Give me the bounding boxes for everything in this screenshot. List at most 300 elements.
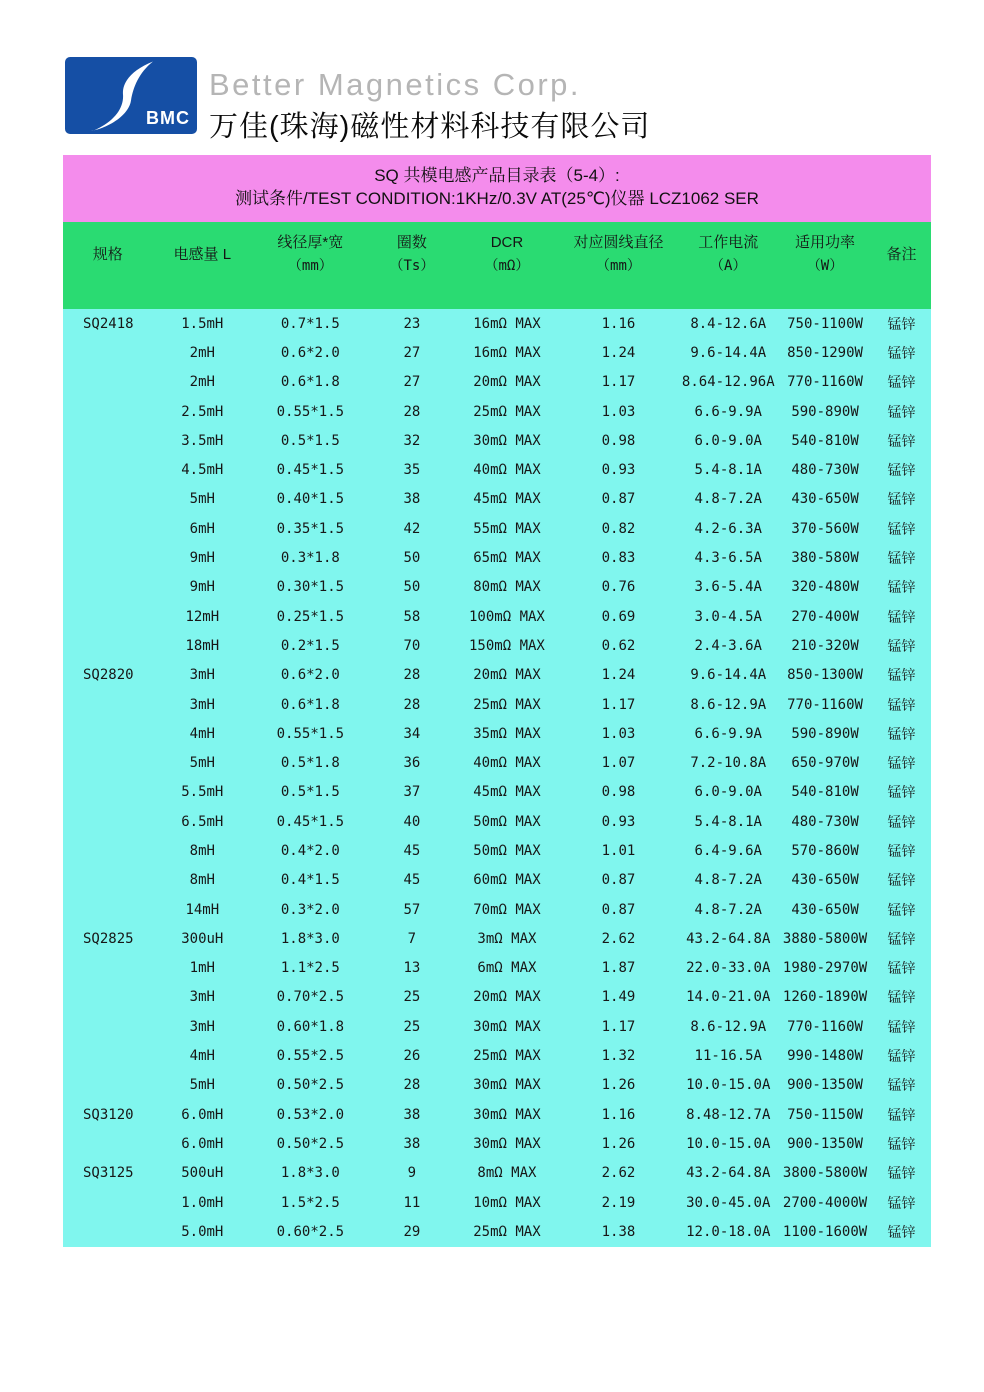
table-cell: 锰锌 [872,690,931,719]
column-label: 规格 [92,246,123,263]
table-cell: 40mΩ MAX [455,748,558,777]
table-cell: 0.93 [559,807,679,836]
table-cell: 6mH [152,514,252,543]
column-unit: （mm） [287,258,333,274]
table-cell: 12.0-18.0A [678,1217,778,1246]
table-cell: 8mΩ MAX [455,1159,558,1188]
table-cell: 0.4*2.0 [252,836,368,865]
table-cell: 锰锌 [872,836,931,865]
table-cell: 50mΩ MAX [455,836,558,865]
table-cell: 1100-1600W [778,1217,872,1246]
table-cell: 38 [369,1100,456,1129]
spec-cell [63,485,152,514]
column-label: 线径厚*宽 [277,234,344,251]
table-cell: 1.03 [559,397,679,426]
company-name-en: Better Magnetics Corp. [209,67,582,102]
table-cell: 1.5mH [152,309,252,338]
table-cell: 0.55*1.5 [252,397,368,426]
table-cell: 8.4-12.6A [678,309,778,338]
table-row [63,1041,931,1070]
table-cell: 770-1160W [778,368,872,397]
table-cell: 23 [369,309,456,338]
table-cell: 0.4*1.5 [252,866,368,895]
header-row [63,222,931,309]
table-cell: 锰锌 [872,514,931,543]
table-row [63,368,931,397]
table-cell: 4.8-7.2A [678,866,778,895]
table-cell: 45mΩ MAX [455,485,558,514]
table-cell: 锰锌 [872,954,931,983]
table-cell: 锰锌 [872,866,931,895]
table-cell: 0.3*2.0 [252,895,368,924]
table-cell: 0.93 [559,455,679,484]
table-cell: 0.83 [559,543,679,572]
table-cell: 20mΩ MAX [455,368,558,397]
table-cell: 0.55*1.5 [252,719,368,748]
table-cell: 4mH [152,1041,252,1070]
table-cell: 1.24 [559,338,679,367]
column-label: 电感量 L [173,246,232,263]
table-cell: 1.87 [559,954,679,983]
table-cell: 57 [369,895,456,924]
table-cell: 28 [369,661,456,690]
column-unit: （mΩ） [484,258,530,274]
table-cell: 1.26 [559,1129,679,1158]
table-cell: 40 [369,807,456,836]
table-row [63,924,931,953]
table-cell: 28 [369,1071,456,1100]
table-cell: 590-890W [778,397,872,426]
table-cell: 锰锌 [872,602,931,631]
spec-cell [63,748,152,777]
table-cell: 1mH [152,954,252,983]
column-label: 圈数 [396,234,427,251]
spec-cell: SQ3125 [63,1159,152,1188]
table-cell: 0.2*1.5 [252,631,368,660]
table-cell: 6.4-9.6A [678,836,778,865]
table-cell: 6.0mH [152,1129,252,1158]
table-row [63,631,931,660]
spec-cell: SQ3120 [63,1100,152,1129]
table-cell: 9.6-14.4A [678,338,778,367]
table-row [63,543,931,572]
table-cell: 9mH [152,573,252,602]
table-cell: 25mΩ MAX [455,1217,558,1246]
table-cell: 40mΩ MAX [455,455,558,484]
column-unit: （W） [806,258,844,274]
spec-cell [63,895,152,924]
table-cell: 6.0mH [152,1100,252,1129]
table-cell: 0.50*2.5 [252,1129,368,1158]
table-cell: 38 [369,485,456,514]
table-cell: 26 [369,1041,456,1070]
table-cell: 3.5mH [152,426,252,455]
table-cell: 3880-5800W [778,924,872,953]
table-cell: 25 [369,983,456,1012]
table-cell: 锰锌 [872,309,931,338]
table-row [63,1159,931,1188]
column-header [252,222,368,309]
table-cell: 29 [369,1217,456,1246]
table-cell: 锰锌 [872,807,931,836]
column-unit: （Ts） [389,258,435,274]
table-row [63,309,931,338]
table-cell: 0.3*1.8 [252,543,368,572]
table-cell: 5mH [152,1071,252,1100]
table-cell: 28 [369,397,456,426]
column-header [63,222,152,309]
table-cell: 锰锌 [872,543,931,572]
column-header [559,222,679,309]
table-cell: 45 [369,836,456,865]
company-names [209,57,650,145]
table-cell: 6.5mH [152,807,252,836]
table-row [63,661,931,690]
table-body [63,309,931,1247]
table-cell: 0.87 [559,895,679,924]
table-row [63,866,931,895]
table-cell: 20mΩ MAX [455,983,558,1012]
table-cell: 1.17 [559,690,679,719]
table-cell: 1.8*3.0 [252,1159,368,1188]
table-cell: 480-730W [778,455,872,484]
column-unit: （A） [710,258,747,274]
spec-cell [63,1041,152,1070]
table-cell: 50 [369,573,456,602]
table-cell: 850-1300W [778,661,872,690]
brand-header [65,57,650,145]
table-cell: 1260-1890W [778,983,872,1012]
table-cell: 25mΩ MAX [455,690,558,719]
table-cell: 22.0-33.0A [678,954,778,983]
table-cell: 3mΩ MAX [455,924,558,953]
table-cell: 10mΩ MAX [455,1188,558,1217]
table-cell: 8.6-12.9A [678,690,778,719]
spec-cell: SQ2820 [63,661,152,690]
table-cell: 0.7*1.5 [252,309,368,338]
table-cell: 0.5*1.5 [252,778,368,807]
table-cell: 55mΩ MAX [455,514,558,543]
table-cell: 锰锌 [872,719,931,748]
table-cell: 0.53*2.0 [252,1100,368,1129]
column-header [678,222,778,309]
table-cell: 5mH [152,485,252,514]
table-cell: 锰锌 [872,1041,931,1070]
table-cell: 8.48-12.7A [678,1100,778,1129]
logo-bmc-text: BMC [146,108,190,128]
table-cell: 430-650W [778,895,872,924]
table-cell: 990-1480W [778,1041,872,1070]
table-row [63,983,931,1012]
table-cell: 4mH [152,719,252,748]
spec-cell [63,455,152,484]
table-cell: 4.2-6.3A [678,514,778,543]
table-cell: 50 [369,543,456,572]
table-cell: 锰锌 [872,924,931,953]
spec-cell [63,1012,152,1041]
table-cell: 9 [369,1159,456,1188]
spec-cell [63,602,152,631]
table-row [63,895,931,924]
table-cell: 750-1100W [778,309,872,338]
table-cell: 锰锌 [872,368,931,397]
table-cell: 0.35*1.5 [252,514,368,543]
table-cell: 540-810W [778,426,872,455]
spec-cell [63,1071,152,1100]
table-cell: 锰锌 [872,661,931,690]
table-cell: 5mH [152,748,252,777]
table-cell: 0.76 [559,573,679,602]
table-cell: 锰锌 [872,1100,931,1129]
table-cell: 650-970W [778,748,872,777]
table-cell: 锰锌 [872,338,931,367]
table-cell: 4.8-7.2A [678,895,778,924]
table-cell: 5.0mH [152,1217,252,1246]
spec-cell [63,514,152,543]
column-header [778,222,872,309]
table-cell: 锰锌 [872,485,931,514]
table-cell: 1.03 [559,719,679,748]
table-cell: 1.32 [559,1041,679,1070]
table-cell: 25mΩ MAX [455,1041,558,1070]
table-cell: 270-400W [778,602,872,631]
title-banner [63,155,931,222]
column-label: 备注 [886,246,917,263]
table-cell: 0.50*2.5 [252,1071,368,1100]
table-cell: 10.0-15.0A [678,1071,778,1100]
table-row [63,690,931,719]
table-cell: 20mΩ MAX [455,661,558,690]
table-cell: 32 [369,426,456,455]
column-label: 工作电流 [698,234,759,251]
table-cell: 25mΩ MAX [455,397,558,426]
table-cell: 锰锌 [872,631,931,660]
table-row [63,514,931,543]
table-cell: 35 [369,455,456,484]
table-cell: 34 [369,719,456,748]
column-header [152,222,252,309]
table-cell: 8.64-12.96A [678,368,778,397]
table-cell: 10.0-15.0A [678,1129,778,1158]
table-cell: 850-1290W [778,338,872,367]
table-cell: 16mΩ MAX [455,338,558,367]
table-cell: 30.0-45.0A [678,1188,778,1217]
column-label: 适用功率 [795,234,856,251]
table-cell: 30mΩ MAX [455,1012,558,1041]
table-cell: 900-1350W [778,1129,872,1158]
table-cell: 3mH [152,690,252,719]
table-cell: 0.40*1.5 [252,485,368,514]
column-label: DCR [490,234,524,251]
table-cell: 43.2-64.8A [678,1159,778,1188]
table-cell: 6.6-9.9A [678,397,778,426]
spec-cell [63,631,152,660]
table-row [63,807,931,836]
table-cell: 37 [369,778,456,807]
table-cell: 0.30*1.5 [252,573,368,602]
table-cell: 3mH [152,661,252,690]
table-cell: 6mΩ MAX [455,954,558,983]
table-cell: 8mH [152,866,252,895]
spec-cell [63,954,152,983]
table-cell: 900-1350W [778,1071,872,1100]
table-cell: 2.5mH [152,397,252,426]
table-cell: 1.38 [559,1217,679,1246]
column-label: 对应圆线直径 [573,234,664,251]
table-cell: 16mΩ MAX [455,309,558,338]
table-cell: 540-810W [778,778,872,807]
table-cell: 锰锌 [872,895,931,924]
company-name-cn: 万佳(珠海)磁性材料科技有限公司 [209,111,651,143]
column-unit: （mm） [596,258,641,274]
table-header [63,222,931,309]
table-cell: 12mH [152,602,252,631]
table-cell: 锰锌 [872,1071,931,1100]
column-header [369,222,456,309]
catalog-title: SQ 共模电感产品目录表（5-4）: [374,166,620,185]
table-cell: 0.6*2.0 [252,338,368,367]
table-cell: 3.0-4.5A [678,602,778,631]
table-row [63,397,931,426]
spec-cell [63,1129,152,1158]
table-cell: 480-730W [778,807,872,836]
table-row [63,836,931,865]
table-row [63,1071,931,1100]
table-cell: 4.5mH [152,455,252,484]
table-cell: 14mH [152,895,252,924]
table-row [63,1100,931,1129]
table-row [63,954,931,983]
table-cell: 11-16.5A [678,1041,778,1070]
table-cell: 38 [369,1129,456,1158]
table-cell: 4.3-6.5A [678,543,778,572]
table-cell: 0.6*1.8 [252,690,368,719]
table-cell: 13 [369,954,456,983]
table-cell: 3mH [152,983,252,1012]
table-cell: 430-650W [778,866,872,895]
table-cell: 0.6*2.0 [252,661,368,690]
table-cell: 锰锌 [872,1188,931,1217]
table-cell: 45 [369,866,456,895]
table-cell: 0.5*1.5 [252,426,368,455]
bmc-logo [65,57,197,134]
table-cell: 42 [369,514,456,543]
column-unit [872,264,931,269]
table-cell: 28 [369,690,456,719]
spec-cell: SQ2418 [63,309,152,338]
table-cell: 0.45*1.5 [252,807,368,836]
table-cell: 1.17 [559,368,679,397]
table-cell: 65mΩ MAX [455,543,558,572]
table-cell: 50mΩ MAX [455,807,558,836]
table-cell: 0.98 [559,426,679,455]
table-row [63,719,931,748]
table-cell: 25 [369,1012,456,1041]
table-cell: 150mΩ MAX [455,631,558,660]
table-row [63,573,931,602]
table-cell: 0.62 [559,631,679,660]
table-cell: 570-860W [778,836,872,865]
table-cell: 1.0mH [152,1188,252,1217]
column-unit [63,264,152,269]
table-row [63,748,931,777]
table-cell: 30mΩ MAX [455,1100,558,1129]
table-cell: 0.70*2.5 [252,983,368,1012]
spec-cell [63,543,152,572]
table-cell: 7 [369,924,456,953]
table-cell: 2700-4000W [778,1188,872,1217]
table-cell: 500uH [152,1159,252,1188]
table-cell: 锰锌 [872,778,931,807]
table-cell: 锰锌 [872,1159,931,1188]
table-cell: 0.45*1.5 [252,455,368,484]
table-cell: 锰锌 [872,573,931,602]
table-row [63,602,931,631]
table-cell: 590-890W [778,719,872,748]
table-row [63,485,931,514]
table-cell: 5.4-8.1A [678,455,778,484]
table-cell: 0.25*1.5 [252,602,368,631]
spec-cell [63,338,152,367]
table-cell: 8mH [152,836,252,865]
table-cell: 2.62 [559,924,679,953]
table-cell: 锰锌 [872,426,931,455]
spec-cell [63,719,152,748]
table-cell: 1.07 [559,748,679,777]
table-cell: 0.87 [559,866,679,895]
table-row [63,455,931,484]
spec-cell [63,983,152,1012]
catalog-table [63,222,931,1247]
table-cell: 锰锌 [872,1012,931,1041]
table-cell: 70mΩ MAX [455,895,558,924]
table-cell: 0.5*1.8 [252,748,368,777]
column-header [872,222,931,309]
table-cell: 锰锌 [872,748,931,777]
catalog-table-wrap [63,222,931,1247]
table-cell: 9mH [152,543,252,572]
table-cell: 14.0-21.0A [678,983,778,1012]
table-cell: 6.6-9.9A [678,719,778,748]
table-cell: 45mΩ MAX [455,778,558,807]
table-cell: 30mΩ MAX [455,1071,558,1100]
table-cell: 11 [369,1188,456,1217]
table-cell: 2.19 [559,1188,679,1217]
table-cell: 锰锌 [872,455,931,484]
table-cell: 1980-2970W [778,954,872,983]
table-cell: 0.60*1.8 [252,1012,368,1041]
table-cell: 370-560W [778,514,872,543]
table-cell: 70 [369,631,456,660]
table-cell: 锰锌 [872,397,931,426]
table-cell: 3.6-5.4A [678,573,778,602]
table-cell: 3800-5800W [778,1159,872,1188]
table-cell: 1.5*2.5 [252,1188,368,1217]
table-cell: 9.6-14.4A [678,661,778,690]
table-row [63,778,931,807]
spec-cell: SQ2825 [63,924,152,953]
table-cell: 0.55*2.5 [252,1041,368,1070]
spec-cell [63,397,152,426]
table-cell: 2mH [152,368,252,397]
table-cell: 0.98 [559,778,679,807]
table-cell: 210-320W [778,631,872,660]
table-cell: 18mH [152,631,252,660]
column-header [455,222,558,309]
table-cell: 1.17 [559,1012,679,1041]
table-cell: 锰锌 [872,1129,931,1158]
spec-cell [63,807,152,836]
